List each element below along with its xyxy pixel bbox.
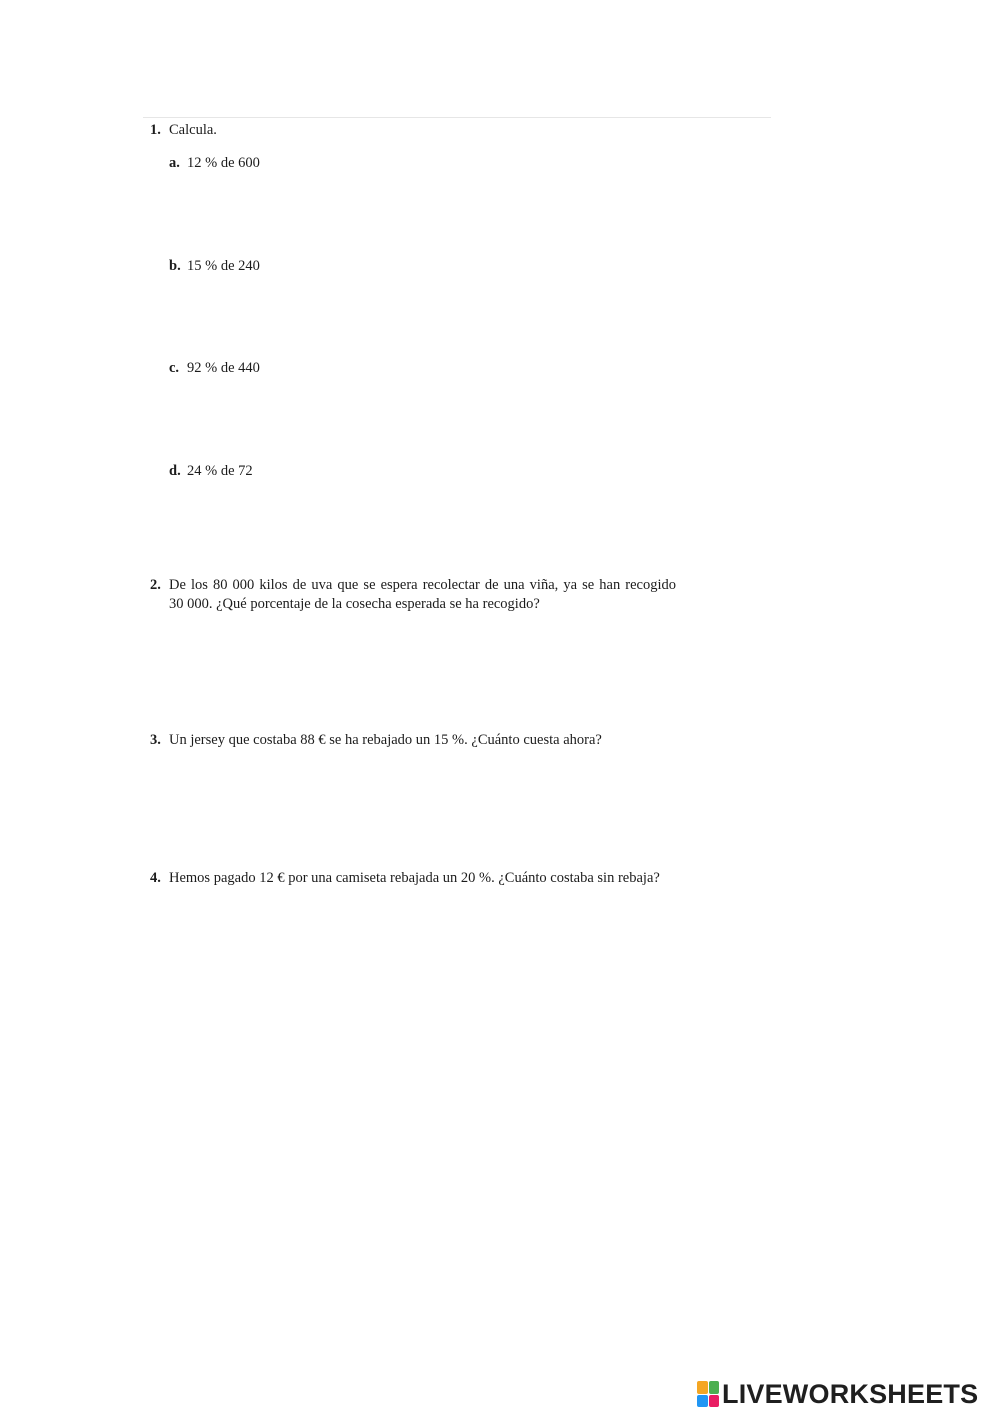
question-4-number: 4. xyxy=(150,870,161,886)
item-a-letter: a. xyxy=(169,155,180,171)
logo-square-3 xyxy=(697,1395,708,1408)
logo-square-1 xyxy=(697,1381,708,1394)
question-1c xyxy=(169,359,260,378)
brand-name: LIVEWORKSHEETS xyxy=(722,1379,979,1409)
item-d-letter: d. xyxy=(169,463,181,479)
question-3-number: 3. xyxy=(150,732,161,748)
question-3 xyxy=(150,731,602,750)
top-divider xyxy=(143,117,771,118)
question-1 xyxy=(150,121,217,140)
logo-square-2 xyxy=(709,1381,720,1394)
question-4-text: Hemos pagado 12 € por una camiseta rebajada un 20 %. ¿Cuánto costaba sin rebaja? xyxy=(169,870,660,886)
question-4 xyxy=(150,869,660,888)
question-1a xyxy=(169,154,260,173)
item-d-text: 24 % de 72 xyxy=(187,463,253,479)
question-2-line-1: De los 80 000 kilos de uva que se espera recolectar de una viña, ya se han recogido xyxy=(169,577,676,593)
item-c-text: 92 % de 440 xyxy=(187,360,260,376)
item-b-text: 15 % de 240 xyxy=(187,258,260,274)
question-1d xyxy=(169,462,253,481)
question-1-text: Calcula. xyxy=(169,122,217,138)
item-b-letter: b. xyxy=(169,258,181,274)
question-2 xyxy=(150,576,676,595)
question-3-text: Un jersey que costaba 88 € se ha rebajado un 15 %. ¿Cuánto cuesta ahora? xyxy=(169,732,602,748)
question-2-line-2: 30 000. ¿Qué porcentaje de la cosecha esperada se ha recogido? xyxy=(169,596,540,612)
logo-square-4 xyxy=(709,1395,720,1408)
item-c-letter: c. xyxy=(169,360,180,376)
question-1-number: 1. xyxy=(150,122,161,138)
liveworksheets-icon xyxy=(697,1381,719,1407)
item-a-text: 12 % de 600 xyxy=(187,155,260,171)
question-2-number: 2. xyxy=(150,577,161,593)
question-1b xyxy=(169,257,260,276)
liveworksheets-logo[interactable] xyxy=(697,1378,978,1410)
